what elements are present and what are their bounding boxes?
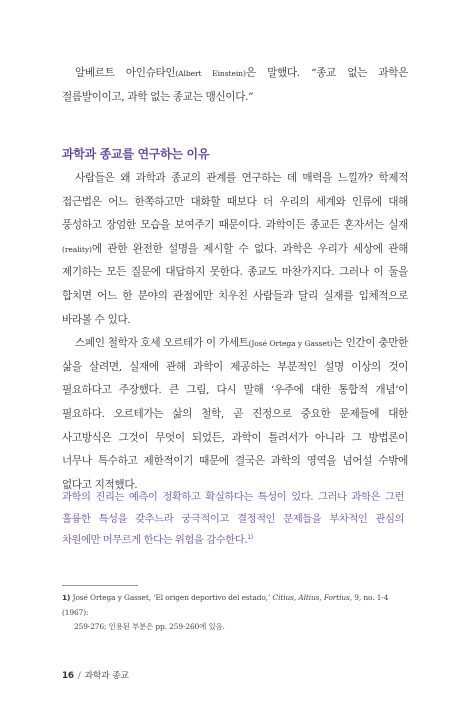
paragraph-2 bbox=[62, 332, 408, 497]
page-number: 16 bbox=[62, 671, 74, 681]
highlighted-quote bbox=[62, 487, 404, 552]
page-footer bbox=[62, 668, 129, 681]
footnote-citation-b: , 9, no. 1-4 (1967): bbox=[62, 593, 389, 617]
footnote-journal-title: Citius, Altius, Fortius bbox=[272, 593, 350, 602]
footnote bbox=[62, 591, 408, 635]
quote-text: 과학의 진리는 예측이 정확하고 확실하다는 특성이 있다. 그러나 과학은 그런 훌륭한 특성을 갖추느라 궁극적이고 결정적인 문제들을 부차적인 관심의 차원에만 머무르게 한다는 위험을 감수한다. bbox=[62, 491, 404, 546]
paragraph-1-text-a: 사람들은 왜 과학과 종교의 관계를 연구하는 데 매력을 느낄까? 학제적 접근법은 어느 한쪽하고만 대화할 때보다 더 우리의 세계와 인류에 대해 풍성하고 장엄한 모습을 보여주기 때문이다. 과학이든 종교든 혼자서는 실재 bbox=[62, 172, 408, 232]
footnote-reference[interactable]: 1) bbox=[247, 533, 253, 541]
footnote-citation-c: 259-276; 인용된 부분은 pp. 259-260에 있음. bbox=[74, 622, 225, 631]
paragraph-1-text-b: 에 관한 완전한 설명을 제시할 수 없다. 과학은 우리가 세상에 관해 제기하는 모든 질문에 대답하지 못한다. 종교도 마찬가지다. 그러나 이 둘을 합치면 어느 한 분야의 관점에만 치우친 사람들과 달리 실재를 입체적으로 바라볼 수 있다. bbox=[62, 242, 408, 326]
footer-separator: / bbox=[77, 671, 81, 681]
paragraph-2-text-b: 는 인간이 충만한 삶을 살려면, 실재에 관해 과학이 제공하는 부분적인 설명 이상의 것이 필요하다고 주장했다. 큰 그림, 다시 말해 ‘우주에 대한 통합적 개념’이 필요하다. 오르테가는 삶의 철학, 곧 진정으로 중요한 문제들에 대한 사고방식은 그것이 무엇이 되었든, 과학이 틀려서가 아니라 그 방법론이 너무나 특수하고 제한적이기 때문에 결국은 과학의 영역을 넘어설 수밖에 없다고 지적했다. bbox=[62, 337, 408, 491]
reality-english-term: (reality) bbox=[62, 244, 92, 254]
ortega-english-name: (José Ortega y Gasset) bbox=[248, 339, 333, 349]
paragraph-2-text-a: 스페인 철학자 호세 오르테가 이 가세트 bbox=[75, 337, 249, 350]
footnote-divider bbox=[62, 585, 138, 586]
paragraph-1 bbox=[62, 167, 408, 332]
running-title: 과학과 종교 bbox=[84, 671, 129, 681]
main-body bbox=[62, 167, 408, 497]
footnote-citation-a: José Ortega y Gasset, ‘El origen deportivo del estado,’ bbox=[72, 593, 271, 602]
einstein-english-name: (Albert Einstein) bbox=[175, 69, 246, 78]
intro-text-b: 은 말했다. “종교 없는 과학은 절름발이이고, 과학 없는 종교는 맹신이다.” bbox=[62, 67, 408, 103]
section-heading: 과학과 종교를 연구하는 이유 bbox=[62, 147, 210, 161]
intro-text-a: 알베르트 아인슈타인 bbox=[75, 67, 176, 79]
footnote-number: 1) bbox=[62, 593, 71, 602]
intro-paragraph bbox=[62, 62, 408, 109]
